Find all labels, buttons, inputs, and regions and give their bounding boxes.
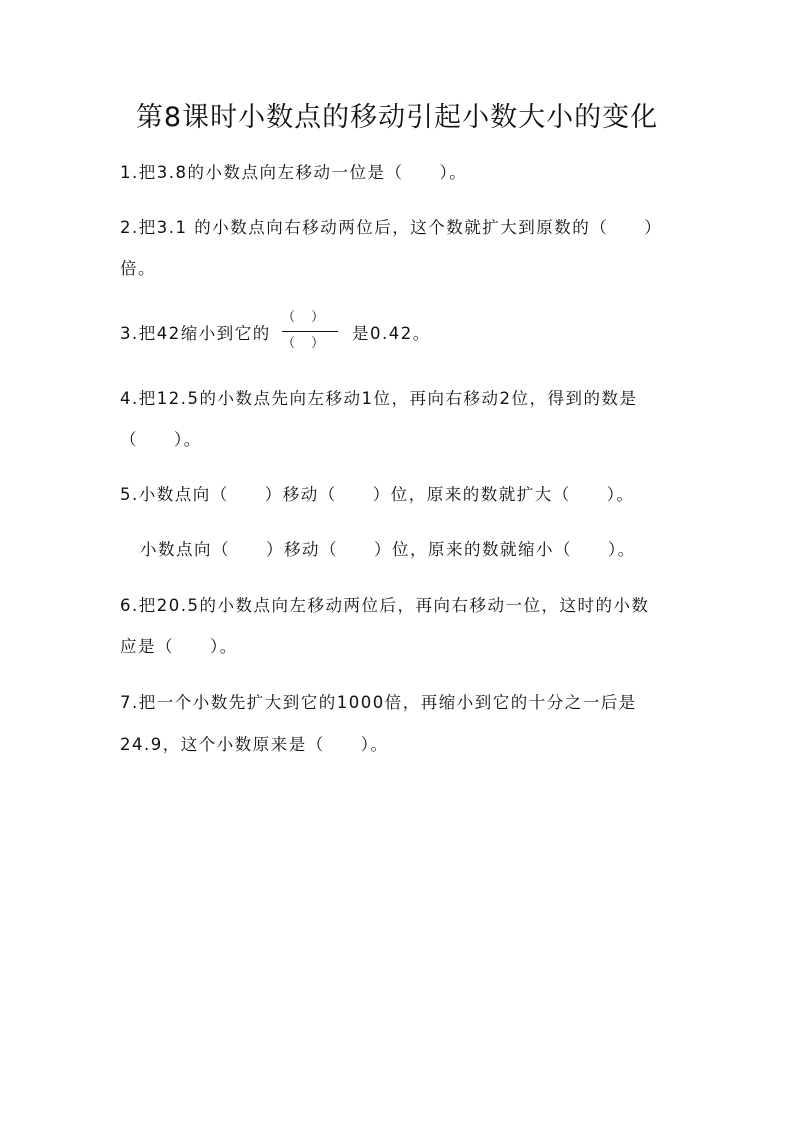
question-6-line-2: 应是（ ）。	[120, 637, 238, 656]
question-2-line-1: 2.把3.1 的小数点向右移动两位后，这个数就扩大到原数的（ ）	[120, 218, 663, 237]
question-3-suffix: 是0.42。	[352, 324, 431, 343]
question-5-line-1: 5.小数点向（ ）移动（ ）位，原来的数就扩大（ ）。	[120, 485, 635, 504]
question-2-line-2: 倍。	[120, 259, 156, 278]
question-5-line-2: 小数点向（ ）移动（ ）位，原来的数就缩小（ ）。	[140, 540, 636, 559]
question-4-line-2: （ ）。	[120, 430, 202, 449]
fraction-denominator: （ ）	[282, 336, 331, 351]
question-1: 1.把3.8的小数点向左移动一位是（ ）。	[120, 163, 468, 182]
question-3-fraction	[282, 310, 340, 354]
fraction-bar	[282, 331, 338, 332]
question-7-line-2: 24.9，这个小数原来是（ ）。	[120, 735, 389, 754]
question-6-line-1: 6.把20.5的小数点向左移动两位后，再向右移动一位，这时的小数	[120, 596, 650, 615]
question-3-prefix: 3.把42缩小到它的	[120, 324, 271, 343]
question-4-line-1: 4.把12.5的小数点先向左移动1位，再向右移动2位，得到的数是	[120, 389, 638, 408]
page-title: 第8课时小数点的移动引起小数大小的变化	[135, 102, 659, 133]
question-7-line-1: 7.把一个小数先扩大到它的1000倍，再缩小到它的十分之一后是	[120, 693, 637, 712]
fraction-numerator: （ ）	[282, 310, 331, 325]
